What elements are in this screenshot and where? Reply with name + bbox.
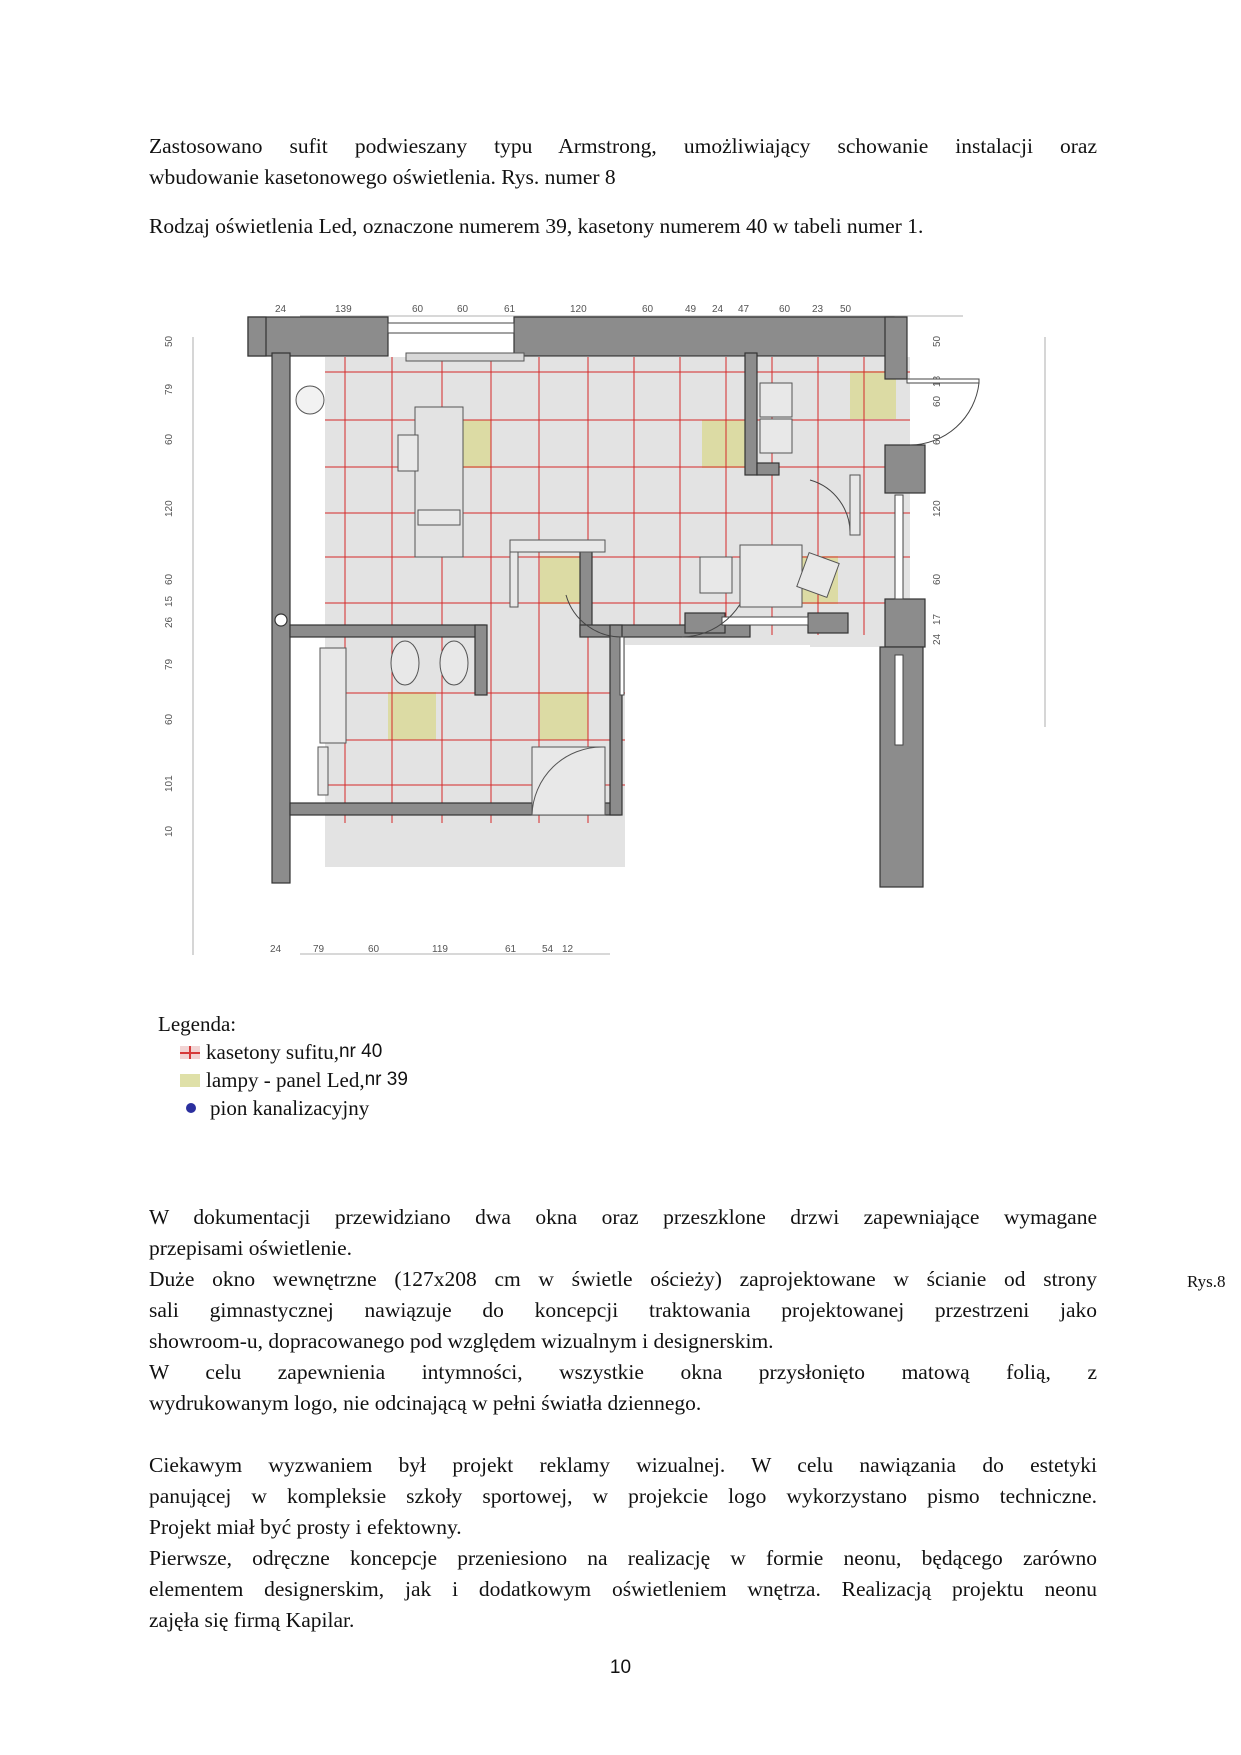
text-line: Ciekawym wyzwaniem był projekt reklamy wizualnej. W celu nawiązania do estetyki: [149, 1453, 1097, 1477]
floor-plan-drawing: [150, 295, 1090, 1000]
paragraph-lighting-type: [149, 211, 1097, 242]
text-line: W dokumentacji przewidziano dwa okna oraz przeszklone drzwi zapewniające wymagane: [149, 1205, 1097, 1229]
dimension-label: 60: [368, 944, 380, 955]
text-line: panującej w kompleksie szkoły sportowej, w projekcie logo wykorzystano pismo techniczne.: [149, 1484, 1097, 1508]
text-line: Zastosowano sufit podwieszany typu Armstrong, umożliwiający schowanie instalacji oraz: [149, 134, 1097, 158]
dimension-label: 60: [932, 433, 943, 445]
dimension-label: 120: [164, 500, 175, 517]
legend-label: pion kanalizacyjny: [210, 1096, 370, 1120]
dimension-label: 139: [335, 304, 352, 315]
drain-pipe-icon: [275, 614, 287, 626]
dimension-label: 79: [164, 658, 175, 670]
text-line: Duże okno wewnętrzne (127x208 cm w świetle ościeży) zaprojektowane w ścianie od strony: [149, 1267, 1097, 1291]
led-panel: [388, 692, 436, 740]
dimension-label: 17: [932, 613, 943, 625]
ceiling-grid-icon: [180, 1046, 200, 1059]
dimension-label: 79: [313, 944, 325, 955]
dimension-label: 79: [164, 383, 175, 395]
dimension-label: 60: [457, 304, 469, 315]
legend-label-number: nr 40: [338, 1041, 383, 1062]
dimension-label: 10: [164, 825, 175, 837]
dimensions-bottom: [270, 944, 574, 955]
dimension-label: 60: [164, 573, 175, 585]
text-line: przepisami oświetlenie.: [149, 1236, 352, 1260]
legend-label: kasetony sufitu,: [206, 1040, 339, 1064]
page-number: 10: [609, 1657, 632, 1678]
dimension-label: 54: [542, 944, 554, 955]
dimension-label: 60: [412, 304, 424, 315]
legend-item: [180, 1094, 408, 1122]
dimension-label: 101: [164, 775, 175, 792]
dimension-label: 47: [738, 304, 750, 315]
dimension-label: 23: [812, 304, 824, 315]
dimension-label: 24: [932, 633, 943, 645]
led-panel: [540, 692, 588, 740]
dimensions-left: [164, 335, 175, 837]
text-line: wbudowanie kasetonowego oświetlenia. Rys. numer 8: [149, 165, 616, 189]
legend-item: [180, 1066, 408, 1094]
dimension-label: 49: [685, 304, 697, 315]
text-line: Pierwsze, odręczne koncepcje przeniesiono na realizację w formie neonu, będącego zarówno: [149, 1546, 1097, 1570]
dimension-label: 15: [164, 595, 175, 607]
dimension-label: 60: [779, 304, 791, 315]
dimension-label: 61: [505, 944, 517, 955]
legend-label: lampy - panel Led,: [206, 1068, 365, 1092]
dimension-label: 119: [432, 944, 448, 955]
text-line: wydrukowanym logo, nie odcinającą w pełni światła dziennego.: [149, 1391, 702, 1415]
legend-title: Legenda:: [158, 1012, 237, 1036]
text-line: sali gimnastycznej nawiązuje do koncepcji traktowania projektowanej przestrzeni jako: [149, 1298, 1097, 1322]
dimension-label: 26: [164, 616, 175, 628]
figure-caption: Rys.8: [1187, 1272, 1226, 1291]
drain-pipe-icon: [186, 1103, 196, 1113]
legend-item: [180, 1038, 408, 1066]
dimension-label: 50: [164, 335, 175, 347]
dimension-label: 60: [164, 713, 175, 725]
dimension-label: 60: [164, 433, 175, 445]
dimension-label: 61: [504, 304, 516, 315]
dimension-label: 24: [270, 944, 282, 955]
legend-label-number: nr 39: [364, 1069, 408, 1090]
text-line: W celu zapewnienia intymności, wszystkie okna przysłonięto matową folią, z: [149, 1360, 1097, 1384]
dimension-label: 12: [562, 944, 574, 955]
paragraph-suspended-ceiling: [149, 131, 1097, 193]
paragraph-windows: [149, 1202, 1097, 1419]
dimension-label: 24: [712, 304, 724, 315]
dimension-label: 50: [932, 335, 943, 347]
dimension-label: 120: [570, 304, 587, 315]
text-line: Projekt miał być prosty i efektowny.: [149, 1515, 462, 1539]
dimension-label: 120: [932, 500, 943, 517]
dimension-label: 24: [275, 304, 287, 315]
text-line: Rodzaj oświetlenia Led, oznaczone numerem 39, kasetony numerem 40 w tabeli numer 1.: [149, 214, 924, 238]
paragraph-advertising: [149, 1450, 1097, 1636]
dimension-label: 60: [642, 304, 654, 315]
text-line: elementem designerskim, jak i dodatkowym oświetleniem wnętrza. Realizacją projektu neonu: [149, 1577, 1097, 1601]
text-line: zajęła się firmą Kapilar.: [149, 1608, 355, 1632]
dimension-label: 60: [932, 573, 943, 585]
figure-legend: [158, 1010, 408, 1122]
text-line: showroom-u, dopracowanego pod względem wizualnym i designerskim.: [149, 1329, 774, 1353]
led-panel-icon: [180, 1074, 200, 1087]
dimension-label: 60: [932, 395, 943, 407]
dimensions-top: [275, 304, 852, 315]
dimension-label: 50: [840, 304, 852, 315]
